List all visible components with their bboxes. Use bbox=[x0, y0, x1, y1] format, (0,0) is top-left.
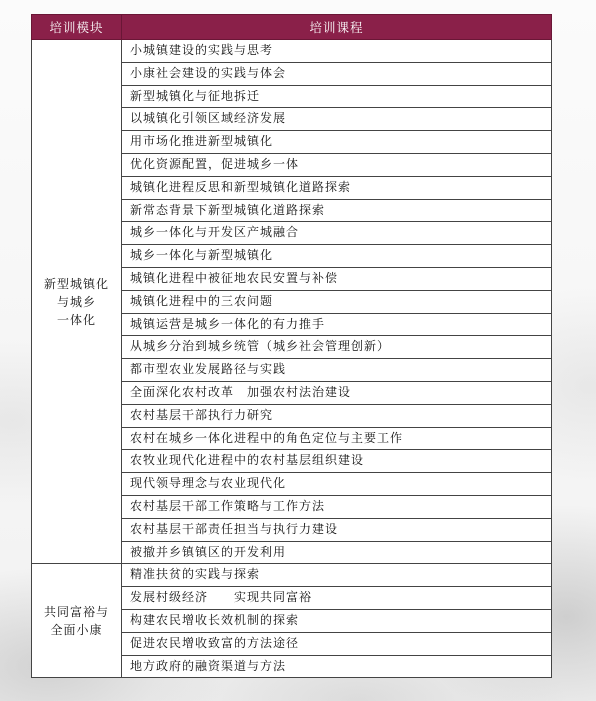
module-label-line: 全面小康 bbox=[50, 622, 103, 637]
module-label-line: 与城乡 bbox=[56, 294, 96, 309]
course-cell: 构建农民增收长效机制的探索 bbox=[122, 609, 552, 632]
course-cell: 全面深化农村改革 加强农村法治建设 bbox=[122, 381, 552, 404]
course-cell: 农村基层干部执行力研究 bbox=[122, 404, 552, 427]
header-course: 培训课程 bbox=[122, 15, 552, 40]
course-cell: 被撤并乡镇镇区的开发利用 bbox=[122, 541, 552, 564]
course-cell: 从城乡分治到城乡统管（城乡社会管理创新） bbox=[122, 336, 552, 359]
table-header-row bbox=[32, 15, 552, 40]
course-cell: 小城镇建设的实践与思考 bbox=[122, 40, 552, 63]
table-row bbox=[32, 40, 552, 63]
course-cell: 精准扶贫的实践与探索 bbox=[122, 564, 552, 587]
course-cell: 优化资源配置，促进城乡一体 bbox=[122, 153, 552, 176]
training-course-table bbox=[31, 14, 552, 678]
course-cell: 城乡一体化与开发区产城融合 bbox=[122, 222, 552, 245]
course-cell: 用市场化推进新型城镇化 bbox=[122, 131, 552, 154]
course-cell: 以城镇化引领区域经济发展 bbox=[122, 108, 552, 131]
course-cell: 城镇化进程中被征地农民安置与补偿 bbox=[122, 267, 552, 290]
module-label-line: 一体化 bbox=[56, 312, 96, 327]
course-cell: 新型城镇化与征地拆迁 bbox=[122, 85, 552, 108]
course-cell: 农牧业现代化进程中的农村基层组织建设 bbox=[122, 450, 552, 473]
course-cell: 城镇化进程中的三农问题 bbox=[122, 290, 552, 313]
module-label-line: 共同富裕与 bbox=[43, 604, 109, 619]
module-cell bbox=[32, 40, 122, 564]
header-module: 培训模块 bbox=[32, 15, 122, 40]
course-cell: 农村在城乡一体化进程中的角色定位与主要工作 bbox=[122, 427, 552, 450]
course-cell: 发展村级经济 实现共同富裕 bbox=[122, 587, 552, 610]
module-cell bbox=[32, 564, 122, 678]
course-cell: 城镇运营是城乡一体化的有力推手 bbox=[122, 313, 552, 336]
course-cell: 农村基层干部工作策略与工作方法 bbox=[122, 495, 552, 518]
course-cell: 地方政府的融资渠道与方法 bbox=[122, 655, 552, 678]
table-body bbox=[32, 40, 552, 678]
course-cell: 城乡一体化与新型城镇化 bbox=[122, 245, 552, 268]
course-cell: 农村基层干部责任担当与执行力建设 bbox=[122, 518, 552, 541]
table-row bbox=[32, 564, 552, 587]
course-cell: 现代领导理念与农业现代化 bbox=[122, 473, 552, 496]
course-cell: 都市型农业发展路径与实践 bbox=[122, 359, 552, 382]
course-cell: 促进农民增收致富的方法途径 bbox=[122, 632, 552, 655]
course-table-container bbox=[31, 14, 551, 678]
course-cell: 小康社会建设的实践与体会 bbox=[122, 62, 552, 85]
course-cell: 新常态背景下新型城镇化道路探索 bbox=[122, 199, 552, 222]
course-cell: 城镇化进程反思和新型城镇化道路探索 bbox=[122, 176, 552, 199]
module-label-line: 新型城镇化 bbox=[43, 276, 109, 291]
